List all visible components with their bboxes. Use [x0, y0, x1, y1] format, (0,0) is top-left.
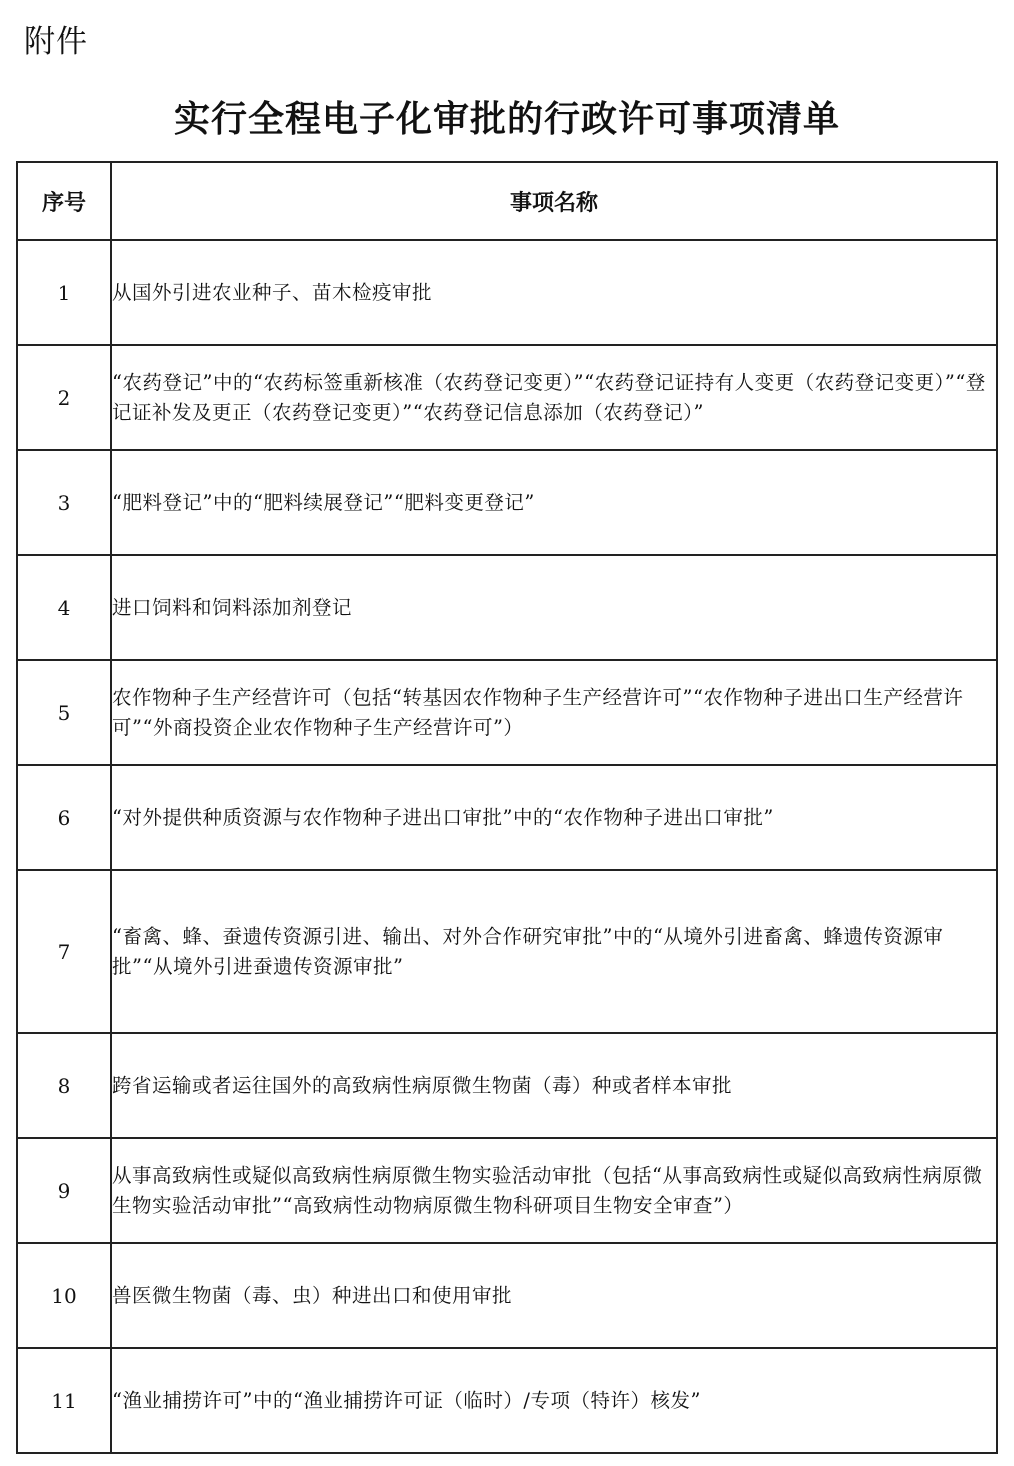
row-number: 6	[17, 765, 111, 870]
attachment-label: 附件	[24, 24, 88, 60]
row-item-name: 进口饲料和饲料添加剂登记	[111, 555, 997, 660]
row-number: 3	[17, 450, 111, 555]
document-title: 实行全程电子化审批的行政许可事项清单	[173, 99, 840, 140]
table-row	[17, 240, 997, 345]
row-item-name: “渔业捕捞许可”中的“渔业捕捞许可证（临时）/专项（特许）核发”	[111, 1348, 997, 1453]
table-row	[17, 765, 997, 870]
row-number: 8	[17, 1033, 111, 1138]
row-item-name: 兽医微生物菌（毒、虫）种进出口和使用审批	[111, 1243, 997, 1348]
row-item-name: 农作物种子生产经营许可（包括“转基因农作物种子生产经营许可”“农作物种子进出口生产经营许可”“外商投资企业农作物种子生产经营许可”）	[111, 660, 997, 765]
row-item-name: “对外提供种质资源与农作物种子进出口审批”中的“农作物种子进出口审批”	[111, 765, 997, 870]
row-number: 10	[17, 1243, 111, 1348]
row-item-name: 从事高致病性或疑似高致病性病原微生物实验活动审批（包括“从事高致病性或疑似高致病性病原微生物实验活动审批”“高致病性动物病原微生物科研项目生物安全审查”）	[111, 1138, 997, 1243]
table-row	[17, 345, 997, 450]
table-row	[17, 1348, 997, 1453]
row-item-name: “肥料登记”中的“肥料续展登记”“肥料变更登记”	[111, 450, 997, 555]
row-number: 5	[17, 660, 111, 765]
table-row	[17, 870, 997, 1033]
row-item-name: 跨省运输或者运往国外的高致病性病原微生物菌（毒）种或者样本审批	[111, 1033, 997, 1138]
row-item-name: “畜禽、蜂、蚕遗传资源引进、输出、对外合作研究审批”中的“从境外引进畜禽、蜂遗传资源审批”“从境外引进蚕遗传资源审批”	[111, 870, 997, 1033]
table-row	[17, 1033, 997, 1138]
items-table	[16, 161, 998, 1454]
row-item-name: 从国外引进农业种子、苗木检疫审批	[111, 240, 997, 345]
row-number: 7	[17, 870, 111, 1033]
row-number: 11	[17, 1348, 111, 1453]
table-row	[17, 450, 997, 555]
table-row	[17, 660, 997, 765]
row-item-name: “农药登记”中的“农药标签重新核准（农药登记变更）”“农药登记证持有人变更（农药登记变更）”“登记证补发及更正（农药登记变更）”“农药登记信息添加（农药登记）”	[111, 345, 997, 450]
table-row	[17, 555, 997, 660]
table-row	[17, 1243, 997, 1348]
header-item-name: 事项名称	[111, 162, 997, 240]
row-number: 9	[17, 1138, 111, 1243]
row-number: 4	[17, 555, 111, 660]
row-number: 1	[17, 240, 111, 345]
header-number: 序号	[17, 162, 111, 240]
table-header-row	[17, 162, 997, 240]
row-number: 2	[17, 345, 111, 450]
table-row	[17, 1138, 997, 1243]
